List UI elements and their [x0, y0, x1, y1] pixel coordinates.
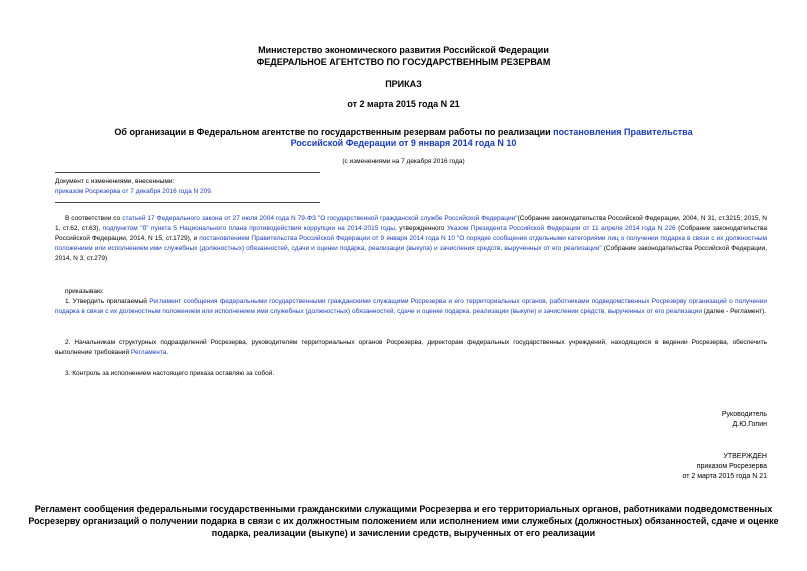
- item-2-paragraph: [55, 338, 767, 358]
- document-title: [110, 127, 697, 149]
- preamble-text-2: (Собрание законодательства Российской Федерации, 2004, N 31, ст.3215; 2015, N 1, ст.62, ст.63),: [55, 215, 767, 232]
- preamble-text-1: В соответствии со: [65, 215, 123, 222]
- divider-top: [55, 172, 320, 173]
- law-79fz-link[interactable]: статьей 17 Федерального закона от 27 июля 2004 года N 79-ФЗ "О государственной гражданской службе Российской Федерации": [122, 215, 518, 222]
- approval-line-2: приказом Росрезерва: [696, 463, 767, 470]
- government-decree-link[interactable]: постановлением Правительства Российской Федерации от 9 января 2014 года N 10 "О порядке сообщения отдельными категориями лиц о получении подарка в связи с их должностным положением или исполнением ими служебных (должностных) обязанностей, сдачи и оценки подарка, реализации (выкупа) и зачисления средств, вырученных от его реализации": [55, 235, 767, 252]
- approval-line-1: УТВЕРЖДЕН: [723, 453, 767, 460]
- preamble-text-5: (Собрание законодательства Российской Федерации, 2014, N 3, ст.279): [55, 245, 767, 262]
- approval-line-3: от 2 марта 2015 года N 21: [682, 473, 767, 480]
- signature-name: Д.Ю.Гопин: [732, 421, 767, 428]
- preamble-text-4: (Собрание законодательства Российской Федерации, 2014, N 15, ст.1729), и: [55, 225, 767, 242]
- preamble-paragraph: [55, 214, 767, 264]
- item-3-paragraph: 3. Контроль за исполнением настоящего приказа оставляю за собой.: [65, 370, 275, 377]
- order-word: приказываю:: [65, 288, 104, 295]
- anticorruption-plan-link[interactable]: подпунктом "б" пункта 5 Национального плана противодействия коррупции на 2014-2015 годы: [102, 225, 395, 232]
- preamble-text-3: , утвержденного: [394, 225, 447, 232]
- doc-type: ПРИКАЗ: [385, 79, 422, 89]
- divider-bottom: [55, 202, 320, 203]
- signature-position: Руководитель: [721, 411, 767, 418]
- revision-note: (с изменениями на 7 декабря 2016 года): [342, 158, 465, 165]
- item-2-suffix: .: [166, 349, 169, 356]
- title-text: Об организации в Федеральном агентстве по государственным резервам работы по реализации: [114, 127, 554, 137]
- item-2-text: 2. Начальникам структурных подразделений Росрезерва, руководителям территориальных органов Росрезерва, директорам федеральных государственных учреждений, находящихся в ведении Росрезерва, обеспечить выполнение требований: [55, 339, 767, 356]
- regulation-ref-link[interactable]: Регламента: [130, 349, 167, 356]
- regulation-link[interactable]: Регламент сообщения федеральными государственными гражданскими служащими Росрезерва и его территориальных органов, работниками подведомственных Росрезерву организаций о получении подарка в связи с их должностным положением или исполнением ими служебных (должностных) обязанностей, сдаче и оценке подарка, реализации (выкупе) и зачислении средств, вырученных от его реализации: [55, 298, 767, 315]
- item-1-text: 1. Утвердить прилагаемый: [65, 298, 150, 305]
- president-decree-link[interactable]: Указом Президента Российской Федерации от 11 апреля 2014 года N 226: [446, 225, 676, 232]
- ministry-name: Министерство экономического развития Российской Федерации: [258, 45, 549, 55]
- regulation-title: Регламент сообщения федеральными государственными гражданскими служащими Росрезерва и его территориальных органов, работниками подведомственных Росрезерву организаций о получении подарка в связи с их должностным положением или исполнением ими служебных (должностных) обязанностей, сдаче и оценке подарка, реализации (выкупе) и зачислении средств, вырученных от его реализации: [28, 504, 779, 538]
- doc-date-number: от 2 марта 2015 года N 21: [347, 99, 460, 109]
- item-1-paragraph: [55, 297, 767, 317]
- agency-name: ФЕДЕРАЛЬНОЕ АГЕНТСТВО ПО ГОСУДАРСТВЕННЫМ РЕЗЕРВАМ: [256, 57, 551, 67]
- item-1-suffix: (далее - Регламент).: [701, 308, 767, 315]
- changes-link[interactable]: приказом Росрезерва от 7 декабря 2016 года N 209.: [55, 188, 213, 195]
- changes-label: Документ с изменениями, внесенными:: [55, 178, 175, 185]
- title-decree-link[interactable]: постановления Правительства Российской Федерации от 9 января 2014 года N 10: [290, 127, 693, 148]
